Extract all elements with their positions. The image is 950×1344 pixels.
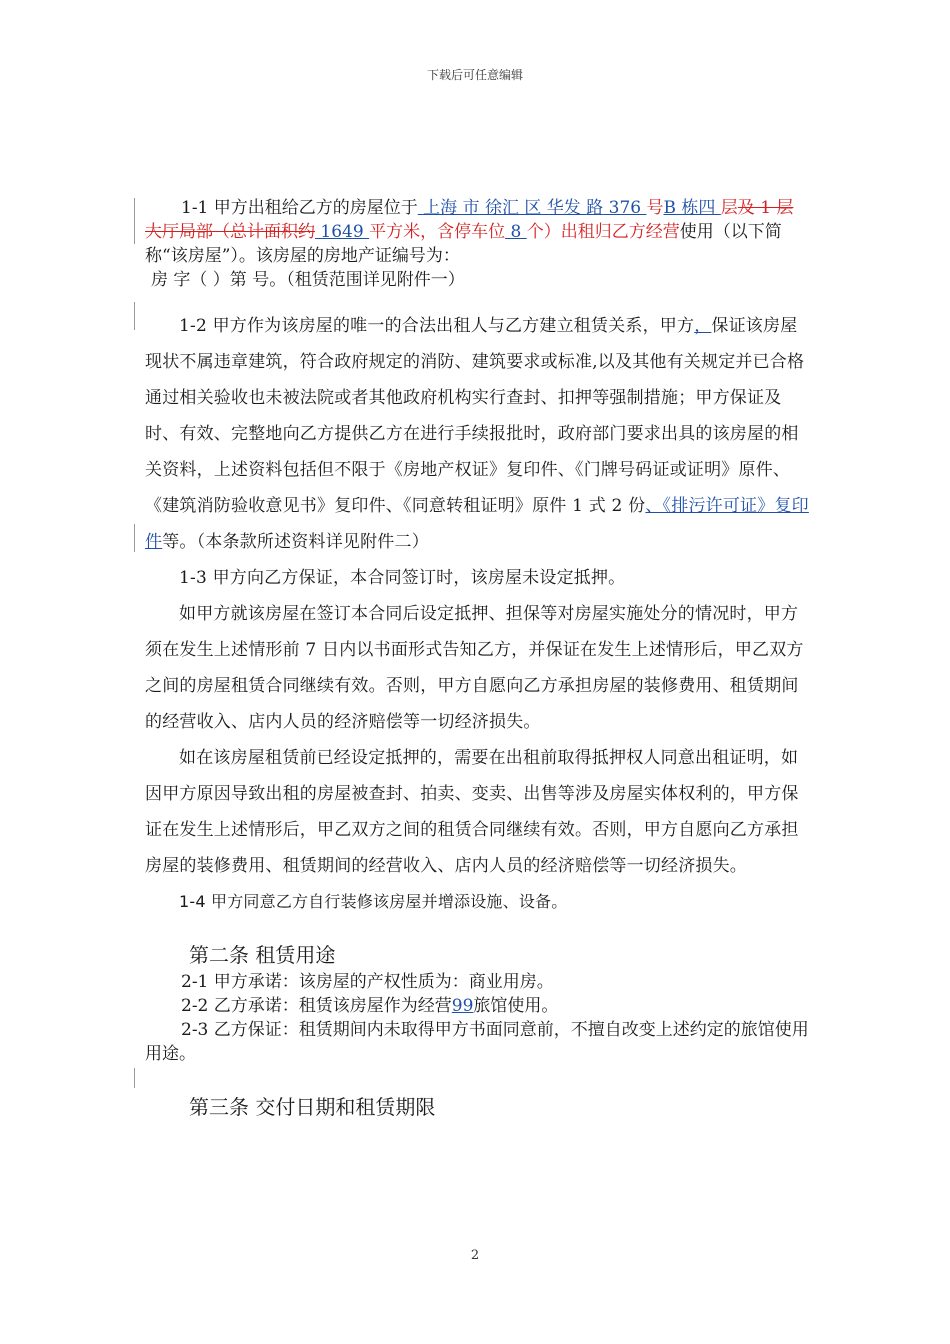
clause-1-4: 1-4 甲方同意乙方自行装修该房屋并增添设施、设备。	[179, 892, 568, 911]
page-number: 2	[470, 1248, 480, 1263]
clause-2-1: 2-1 甲方承诺：该房屋的产权性质为：商业用房。	[181, 972, 554, 992]
clause-2-heading: 第二条 租赁用途	[189, 943, 336, 967]
revision-bar	[134, 302, 135, 330]
clause-3-heading: 第三条 交付日期和租赁期限	[189, 1095, 436, 1119]
document-body	[145, 196, 810, 1122]
revision-bar	[134, 1068, 135, 1088]
clause-2-3: 2-3 乙方保证：租赁期间内未取得甲方书面同意前，不擅自改变上述约定的旅馆使用用途。	[145, 1020, 809, 1064]
clause-1-3: 1-3 甲方向乙方保证，本合同签订时，该房屋未设定抵押。	[179, 568, 626, 588]
clause-1-3-para-3: 如在该房屋租赁前已经设定抵押的，需要在出租前取得抵押权人同意出租证明，如因甲方原因导致出租的房屋被查封、拍卖、变卖、出售等涉及房屋实体权利的，甲方保证在发生上述情形后，甲乙双方之间的租赁合同继续有效。否则，甲方自愿向乙方承担房屋的装修费用、租赁期间的经营收入、店内人员的经济赔偿等一切经济损失。	[145, 748, 799, 876]
revision-bar	[134, 524, 135, 552]
clause-1-2: 1-2 甲方作为该房屋的唯一的合法出租人与乙方建立租赁关系，甲方，保证该房屋现状不属违章建筑，符合政府规定的消防、建筑要求或标准,以及其他有关规定并已合格通过相关验收也未被法院或者其他政府机构实行查封、扣押等强制措施；甲方保证及时、有效、完整地向乙方提供乙方在进行手续报批时，政府部门要求出具的该房屋的相关资料，上述资料包括但不限于《房地产权证》复印件、《门牌号码证或证明》原件、《建筑消防验收意见书》复印件、《同意转租证明》原件 1 式 2 份、《排污许可证》复印件等。（本条款所述资料详见附件二）	[145, 316, 809, 552]
revision-bar	[134, 198, 135, 244]
page-header: 下载后可任意编辑	[426, 68, 523, 82]
clause-1-3-para-2: 如甲方就该房屋在签订本合同后设定抵押、担保等对房屋实施处分的情况时，甲方须在发生上述情形前 7 日内以书面形式告知乙方，并保证在发生上述情形后，甲乙双方之间的房屋租赁合同继续有效。否则，甲方自愿向乙方承担房屋的装修费用、租赁期间的经营收入、店内人员的经济赔偿等一切经济损失。	[145, 604, 804, 732]
clause-2-2: 2-2 乙方承诺：租赁该房屋作为经营99旅馆使用。	[181, 996, 559, 1016]
clause-1-1: 1-1 甲方出租给乙方的房屋位于 上海 市 徐汇 区 华发 路 376 号B 栋四 层及 1 层大厅局部（总计面积约 1649 平方米，含停车位 8 个）出租归乙方经营使用（以下简称“该房屋”）。该房屋的房地产证编号为： 房 字（ ）第 号。（租赁范围详见附件一）	[145, 198, 794, 290]
